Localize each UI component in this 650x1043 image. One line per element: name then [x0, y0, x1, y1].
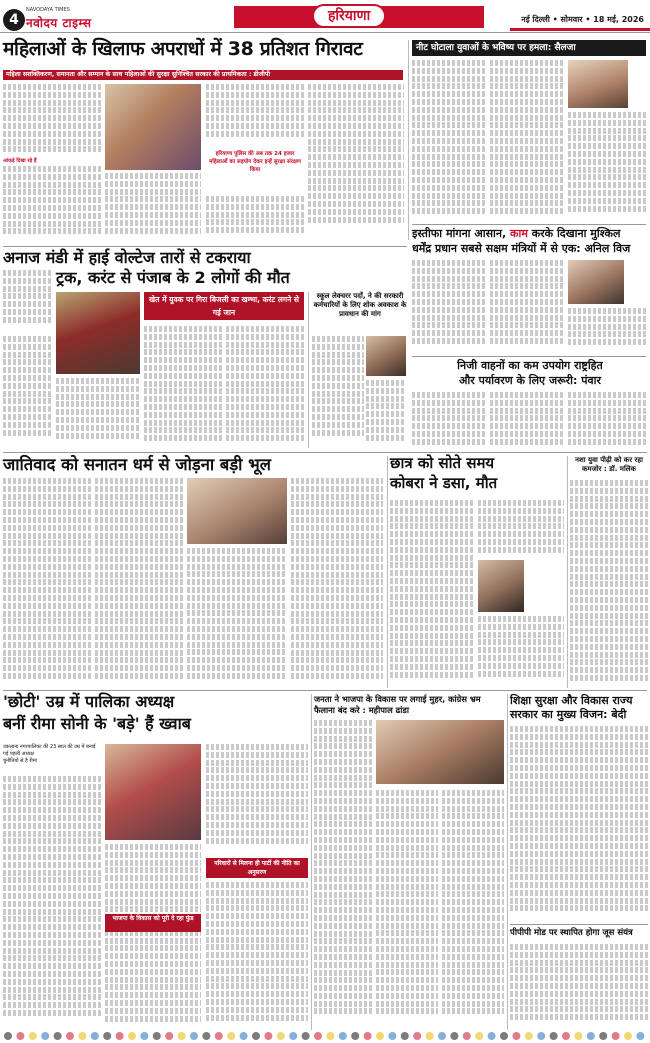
mandi-side-strip: खेत में युवक पर गिरा बिजली का खम्भा, करंट लगने से गई जान: [144, 292, 304, 320]
column-divider-dhanda: [311, 694, 312, 1030]
registration-dot: [512, 1032, 520, 1040]
selja-photo: [568, 60, 628, 108]
mandi-strip-column-2: [226, 326, 304, 446]
registration-dot: [302, 1032, 310, 1040]
lecturer-column-1: [312, 336, 364, 446]
cobra-column-2: [478, 500, 564, 556]
registration-dot: [550, 1032, 558, 1040]
registration-dot: [388, 1032, 396, 1040]
panwar-headline: निजी वाहनों का कम उपयोग राष्ट्रहित: [457, 359, 603, 372]
jaati-column-4: [291, 478, 383, 686]
rima-column-3b: [206, 882, 308, 1028]
column-divider: [408, 40, 409, 240]
ppp-headline: पीपीपी मोड पर स्थापित होगा जूस संयंत्र: [510, 928, 633, 938]
rule-ppp: [510, 924, 648, 925]
ppp-column: [510, 944, 648, 1028]
registration-dot: [91, 1032, 99, 1040]
parivaaron-subhead: परिवारों से मिलना ही पार्टी की नीति का अनुसरण: [206, 858, 308, 878]
registration-dot: [562, 1032, 570, 1040]
lead-column-3b: [206, 196, 304, 242]
registration-dot: [351, 1032, 359, 1040]
registration-dot: [636, 1032, 644, 1040]
cobra-headline: [390, 456, 564, 472]
registration-dot: [227, 1032, 235, 1040]
registration-dot: [426, 1032, 434, 1040]
registration-dot: [264, 1032, 272, 1040]
dhanda-column-2: [376, 790, 438, 1026]
mandi-column-1b: [3, 336, 53, 446]
registration-dot: [66, 1032, 74, 1040]
jaati-photo: [187, 478, 287, 544]
lead-headline: महिलाओं के खिलाफ अपराधों में 38 प्रतिशत गिरावट: [3, 38, 363, 60]
registration-dot: [574, 1032, 582, 1040]
vij-headline-highlight: काम: [510, 227, 528, 240]
column-divider-lecturer: [308, 292, 309, 448]
registration-dot: [29, 1032, 37, 1040]
rima-headline-2: बनीं रीमा सोनी के 'बड़े' हैं ख्वाब: [3, 714, 191, 733]
column-divider-bedi: [507, 694, 508, 1030]
registration-dot: [376, 1032, 384, 1040]
registration-dot: [190, 1032, 198, 1040]
dhanda-photo: [376, 720, 504, 784]
registration-dot: [54, 1032, 62, 1040]
panwar-column-3: [568, 392, 646, 450]
registration-dot: [587, 1032, 595, 1040]
registration-dot: [624, 1032, 632, 1040]
registration-dot: [140, 1032, 148, 1040]
paper-small-name: NAVODAYA TIMES: [26, 7, 70, 13]
vij-column-2: [490, 260, 564, 352]
rima-column-1: [3, 776, 101, 1028]
registration-dot: [413, 1032, 421, 1040]
page-number: 4: [3, 9, 25, 31]
lead-column-4: [308, 84, 404, 242]
jaati-column-2: [95, 478, 183, 686]
rima-column-2: [105, 844, 201, 1028]
rima-bullet-1: उकलाना नगरपालिका की 23 साल की उम्र में बनाई गई पहली अध्यक्ष: [3, 744, 96, 757]
rima-headline: 'छोटी' उम्र में पालिका अध्यक्ष: [3, 692, 175, 711]
print-registration-marks: [0, 1029, 650, 1043]
column-divider-nasha: [567, 456, 568, 688]
dhanda-column-3: [442, 790, 504, 1026]
registration-dot: [475, 1032, 483, 1040]
panwar-column-2: [490, 392, 564, 450]
mandi-headline: अनाज मंडी में हाई वोल्टेज तारों से टकराया: [3, 248, 251, 267]
vij-headline-1: इस्तीफा मांगना आसान, काम करके दिखाना मुश्किल: [412, 227, 621, 240]
registration-dot: [525, 1032, 533, 1040]
registration-dot: [438, 1032, 446, 1040]
vij-column-1: [412, 260, 486, 352]
registration-dot: [500, 1032, 508, 1040]
rule-panwar: [412, 356, 646, 357]
cobra-photo: [478, 560, 524, 612]
lead-highlight: आंकड़े दिखा रहे हैं: [3, 158, 37, 164]
registration-dot: [116, 1032, 124, 1040]
registration-dot: [128, 1032, 136, 1040]
section-tab: [184, 0, 534, 36]
masthead: [0, 0, 650, 36]
selja-column-3: [568, 112, 646, 220]
date-underline: [510, 28, 650, 31]
mandi-truck-photo: [56, 292, 140, 374]
jaati-column-3: [187, 548, 287, 686]
jaati-column-1: [3, 478, 91, 686]
nasha-headline: नशा युवा पीढ़ी को कर रहा कमजोर : डॉ. मलिक: [575, 456, 643, 473]
lecturer-photo: [366, 336, 406, 376]
dhanda-headline: जनता ने भाजपा के विकास पर लगाई मुहर, कांग्रेस भ्रम फैलाना बंद करे : महीपाल ढांडा: [314, 694, 481, 715]
registration-dot: [4, 1032, 12, 1040]
bedi-headline: शिक्षा सुरक्षा और विकास राज्य सरकार का मुख्य विजन: बेदी: [510, 694, 633, 721]
rima-bullets: [3, 744, 101, 765]
registration-dot: [78, 1032, 86, 1040]
rima-bullet-2: चुनौतियों से है रीमा: [3, 758, 38, 764]
vij-headline-2: धर्मेंद्र प्रधान सबसे सक्षम मंत्रियों में से एक: अनिल विज: [412, 242, 631, 255]
registration-dot: [153, 1032, 161, 1040]
registration-dot: [326, 1032, 334, 1040]
column-divider-cobra: [387, 456, 388, 688]
registration-dot: [252, 1032, 260, 1040]
lecturer-column-2: [366, 380, 406, 446]
registration-dot: [103, 1032, 111, 1040]
rima-photo: [105, 744, 201, 840]
registration-dot: [16, 1032, 24, 1040]
cobra-column-2b: [478, 616, 564, 686]
registration-dot: [165, 1032, 173, 1040]
cobra-column-1: [390, 500, 474, 686]
registration-dot: [463, 1032, 471, 1040]
paper-logo: नवोदय टाइम्स: [26, 16, 92, 30]
rule-mandi: [3, 246, 407, 247]
mandi-strip-column-1: [144, 326, 222, 446]
vij-headline: [412, 228, 648, 240]
panwar-headline-2: और पर्यावरण के लिए जरूरी: पंवार: [459, 374, 601, 387]
bhajpa-subhead: भाजपा के विकास को पूरी दे रहा फुंड: [105, 914, 201, 932]
registration-dot: [215, 1032, 223, 1040]
mandi-column-1: [3, 270, 53, 332]
selja-column-2: [490, 60, 564, 220]
cobra-headline-1: छात्र को सोते समय: [390, 454, 495, 472]
bedi-column: [510, 726, 648, 922]
rule-jaati: [3, 452, 647, 453]
panwar-column-1: [412, 392, 486, 450]
registration-dot: [450, 1032, 458, 1040]
section-title: हरियाणा: [312, 4, 386, 28]
mandi-headline-2: ट्रक, करंट से पंजाब के 2 लोगों की मौत: [56, 268, 290, 287]
issue-date: नई दिल्ली • सोमवार • 18 मई, 2026: [521, 15, 644, 24]
registration-dot: [289, 1032, 297, 1040]
lead-story: [3, 40, 403, 64]
jaati-headline: जातिवाद को सनातन धर्म से जोड़ना बड़ी भूल: [3, 455, 271, 474]
registration-dot: [537, 1032, 545, 1040]
lead-callout: हरियाणा पुलिस की अब तक 24 हजार महिलाओं का सहयोग देकर इन्हें सुरक्षा संरक्षण किया: [209, 151, 301, 173]
registration-dot: [178, 1032, 186, 1040]
vij-column-3: [568, 308, 646, 352]
registration-dot: [339, 1032, 347, 1040]
registration-dot: [240, 1032, 248, 1040]
top-rule: [0, 32, 650, 33]
lecturer-headline: स्कूल लेक्चरर पदों, ने की सरकारी कर्मचारियों के लिए शोक अवकाश के प्रावधान की मांग: [313, 292, 407, 318]
lead-strap: महिला सशक्तिकरण, समानता और सम्मान के साथ महिलाओं की सुरक्षा सुनिश्चित सरकार की प्राथमिकता : डीजीपी: [3, 70, 403, 80]
lead-column-2: [105, 173, 201, 243]
cobra-headline-2: कोबरा ने डसा, मौत: [390, 474, 498, 492]
lead-illustration: [105, 84, 201, 170]
registration-dot: [202, 1032, 210, 1040]
vij-photo: [568, 260, 624, 304]
selja-headline: नीट घोटाला युवाओं के भविष्य पर हमला: सैलजा: [412, 40, 646, 56]
registration-dot: [599, 1032, 607, 1040]
registration-dot: [277, 1032, 285, 1040]
rule-vij: [412, 224, 646, 225]
lead-column-3: [206, 84, 304, 146]
registration-dot: [314, 1032, 322, 1040]
lead-column-1b: [3, 166, 101, 242]
mandi-column-2: [56, 378, 140, 446]
registration-dot: [488, 1032, 496, 1040]
rima-column-3: [206, 744, 308, 852]
registration-dot: [41, 1032, 49, 1040]
nasha-column: [570, 480, 648, 686]
dhanda-column-1: [314, 720, 372, 1026]
selja-column-1: [412, 60, 486, 220]
registration-dot: [612, 1032, 620, 1040]
registration-dot: [401, 1032, 409, 1040]
rule-rima: [3, 690, 647, 691]
registration-dot: [364, 1032, 372, 1040]
